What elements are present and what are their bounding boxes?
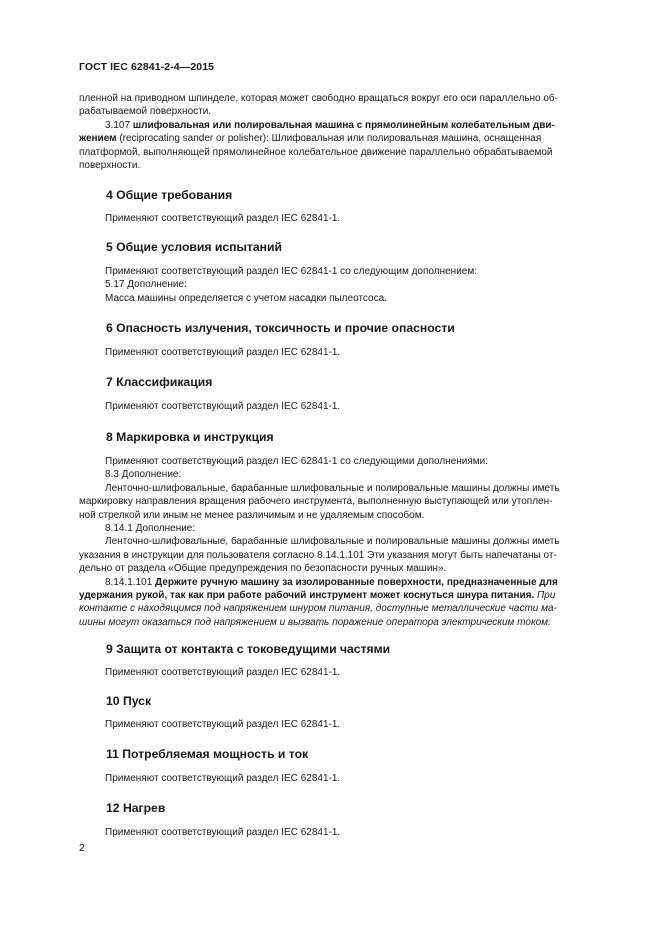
subclause-text: Масса машины определяется с учетом насадки пылеотсоса. — [105, 292, 387, 304]
subclause-text: Ленточно-шлифовальные, барабанные шлифовальные и полировальные машины должны иметь — [105, 482, 560, 494]
warning-italic: шины могут оказаться под напряжением и вызвать поражение оператора электрическим током. — [79, 616, 551, 628]
section-body — [79, 400, 615, 413]
section-title: 10 Пуск — [106, 694, 152, 708]
definition-line: платформой, выполняющей прямолинейное колебательное движение параллельно обрабатываемой — [79, 146, 553, 158]
section-title: 11 Потребляемая мощность и ток — [106, 747, 309, 761]
warning-italic: контакте с находящимся под напряжением шнуром питания, доступные металлические части ма- — [79, 603, 557, 615]
section-title: 12 Нагрев — [106, 801, 166, 815]
subclause-text: ной стрелкой или иным не менее различимым и не удаляемым способом. — [79, 509, 425, 521]
section-body — [79, 265, 615, 305]
section-text: Применяют соответствующий раздел IEC 62841-1. — [105, 213, 341, 224]
section-text: Применяют соответствующий раздел IEC 62841-1. — [105, 401, 341, 412]
section-body — [79, 212, 615, 225]
section-title: 8 Маркировка и инструкция — [106, 430, 274, 444]
definition-term: жением — [79, 133, 117, 145]
definition-line: жением (reciprocating sander or polisher): Шлифовальная или полировальная машина, оснащенная — [79, 133, 542, 145]
page-number: 2 — [79, 842, 85, 854]
section-body — [79, 772, 615, 785]
section-text: Применяют соответствующий раздел IEC 62841-1. — [105, 773, 341, 784]
subclause-text: маркировку направления вращения рабочего инструмента, выполненную выступающей или утоплен- — [79, 496, 553, 508]
subclause-label: 5.17 Дополнение: — [105, 279, 187, 291]
definition-3-107: 3.107 шлифовальная или полировальная машина с прямолинейным колебательным дви- — [105, 119, 555, 131]
document-header: ГОСТ IEC 62841-2-4—2015 — [79, 61, 215, 73]
warning-line — [79, 616, 615, 629]
section-text: Применяют соответствующий раздел IEC 62841-1. — [105, 667, 341, 678]
warning-line — [79, 589, 615, 602]
subclause-text: Ленточно-шлифовальные, барабанные шлифовальные и полировальные машины должны иметь — [105, 536, 560, 548]
definition-line: поверхности. — [79, 160, 141, 172]
subclause-text: указания в инструкции для пользователя согласно 8.14.1.101 Эти указания могут быть напечатаны от- — [79, 549, 557, 561]
definition-term: шлифовальная или полировальная машина с прямолинейным колебательным дви- — [132, 119, 555, 131]
section-text: Применяют соответствующий раздел IEC 62841-1. — [105, 719, 341, 730]
warning-bold: удержания рукой, так как при работе рабочий инструмент может коснуться шнура питания. — [79, 590, 535, 602]
warning-italic: При — [534, 590, 556, 602]
section-text: Применяют соответствующий раздел IEC 62841-1 со следующими дополнениями: — [105, 456, 489, 467]
section-body — [79, 455, 615, 629]
section-body — [79, 346, 615, 359]
intro-line: рабатываемой поверхности. — [79, 106, 212, 118]
section-title: 6 Опасность излучения, токсичность и прочие опасности — [106, 321, 455, 335]
intro-block — [79, 92, 615, 172]
warning-line — [79, 602, 615, 615]
section-title: 7 Классификация — [106, 375, 213, 389]
subclause-text: дельно от раздела «Общие предупреждения по безопасности ручных машин». — [79, 563, 447, 575]
section-text: Применяют соответствующий раздел IEC 62841-1. — [105, 827, 341, 838]
warning-8-14-1-101: 8.14.1.101 Держите ручную машину за изолированные поверхности, предназначенные для — [105, 576, 558, 588]
section-text: Применяют соответствующий раздел IEC 62841-1 со следующим дополнением: — [105, 266, 477, 277]
subclause-label: 8.14.1 Дополнение: — [105, 523, 196, 535]
intro-line: пленной на приводном шпинделе, которая может свободно вращаться вокруг его оси параллельно об- — [79, 93, 558, 104]
subclause-label: 8.3 Дополнение: — [105, 469, 182, 481]
section-title: 9 Защита от контакта с токоведущими частями — [106, 642, 391, 656]
section-title: 5 Общие условия испытаний — [106, 240, 283, 254]
section-text: Применяют соответствующий раздел IEC 62841-1. — [105, 347, 341, 358]
section-title: 4 Общие требования — [106, 188, 233, 202]
section-body — [79, 666, 615, 679]
section-body — [79, 826, 615, 839]
warning-bold: Держите ручную машину за изолированные поверхности, предназначенные для — [155, 576, 558, 588]
section-body — [79, 718, 615, 731]
